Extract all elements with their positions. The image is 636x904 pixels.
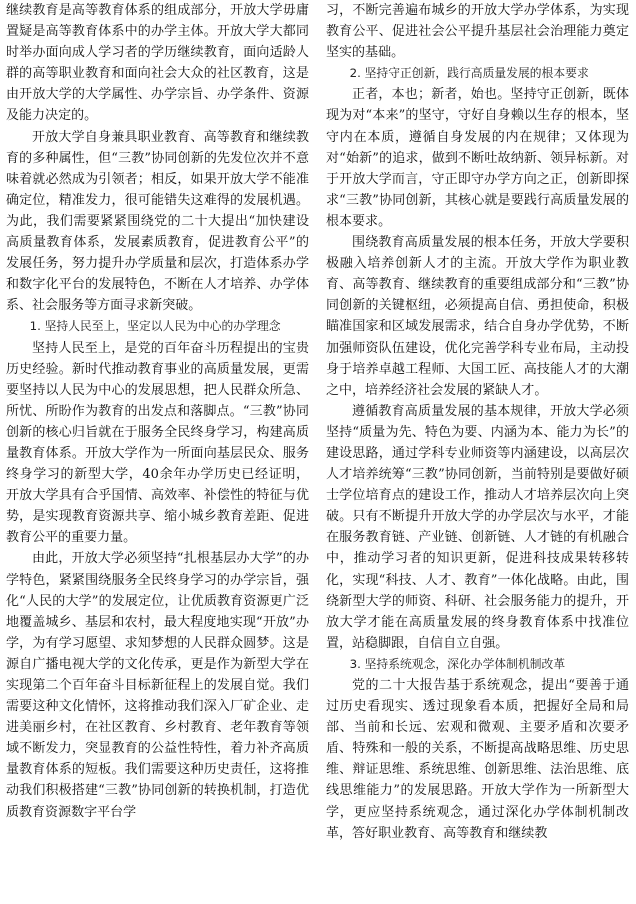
body-paragraph: 党的二十大报告基于系统观念，提出“要善于通过历史看现实、透过现象看本质，把握好全局和局部、当前和长远、宏观和微观、主要矛盾和次要矛盾、特殊和一般的关系，不断提高战略思维、历史思维、辩证思维、系统思维、创新思维、法治思维、底线思维能力”的发展思路。开放大学作为一所新型大学，更应坚持系统观念，通过深化办学体制机制改革，答好职业教育、高等教育和继续教 [326,678,629,841]
body-paragraph: 坚持人民至上，是党的百年奋斗历程提出的宝贵历史经验。新时代推动教育事业的高质量发展，更需要坚持以人民为中心的发展思想，把人民群众所急、所忧、所盼作为教育的出发点和落脚点。“三教”协同创新的核心归旨就在于服务全民终身学习，构建高质量教育体系。开放大学作为一所面向基层民众、服务终身学习的新型大学，40余年办学历史已经证明，开放大学具有合乎国情、高效率、补偿性的特征与优势，是实现教育资源共享、缩小城乡教育差距、促进教育公平的重要力量。 [6,340,309,546]
body-paragraph: 围绕教育高质量发展的根本任务，开放大学要积极融入培养创新人才的主流。开放大学作为职业教育、高等教育、继续教育的重要组成部分和“三教”协同创新的关键枢纽，必须提高自信、勇担使命，积极瞄准国家和区域发展需求，结合自身办学优势，不断加强师资队伍建设，优化完善学科专业布局，主动投身于培养卓越工程师、大国工匠、高技能人才的大潮之中，培养经济社会发展的紧缺人才。 [326,235,629,398]
body-paragraph: 正者，本也；新者，始也。坚持守正创新，既体现为对“本来”的坚守，守好自身赖以生存的根本，坚守内在本质，遵循自身发展的内在规律；又体现为对“始新”的追求，做到不断吐故纳新、领异标新。对于开放大学而言，守正即守办学方向之正，创新即探求“三教”协同创新，其核心就是要践行高质量发展的根本要求。 [326,87,629,229]
section-heading: 3. 坚持系统观念，深化办学体制机制改革 [349,656,566,671]
body-paragraph: 开放大学自身兼具职业教育、高等教育和继续教育的多种属性，但“三教”协同创新的先发位次并不意味着就必然成为引领者；相反，如果开放大学不能准确定位，精准发力，很可能错失这难得的发展机遇。为此，我们需要紧紧围绕党的二十大提出“加快建设高质量教育体系，发展素质教育，促进教育公平”的发展任务，努力提升办学质量和层次，打造体系办学和数字化平台的发展特色，不断在人才培养、办学体系、社会服务等方面寻求新突破。 [6,129,309,314]
section-heading: 2. 坚持守正创新，践行高质量发展的根本要求 [349,66,589,81]
section-heading: 1. 坚持人民至上，坚定以人民为中心的办学理念 [29,319,281,334]
body-paragraph: 遵循教育高质量发展的基本规律，开放大学必须坚持“质量为先、特色为要、内涵为本、能力为长”的建设思路，通过学科专业师资等内涵建设，以高层次人才培养统筹“三教”协同创新，当前特别是要做好硕士学位培育点的建设工作，推动人才培养层次向上突破。只有不断提升开放大学的办学层次与水平，才能在服务教育链、产业链、创新链、人才链的有机融合中，推动学习者的知识更新，促进科技成果转移转化，实现“科技、人才、教育”一体化战略。由此，围绕新型大学的师资、科研、社会服务能力的提升，开放大学才能在高质量发展的终身教育体系中找准位置，站稳脚跟，自信自立自强。 [326,403,629,651]
body-paragraph: 继续教育是高等教育体系的组成部分，开放大学毋庸置疑是高等教育体系中的办学主体。开放大学大都同时举办面向成人学习者的学历继续教育，面向适龄人群的高等职业教育和面向社会大众的社区教育，这是由开放大学的大学属性、办学宗旨、办学条件、资源及能力决定的。 [6,3,309,124]
right-text-column [326,0,629,904]
body-paragraph: 由此，开放大学必须坚持“扎根基层办大学”的办学特色，紧紧围绕服务全民终身学习的办学宗旨，强化“人民的大学”的发展定位，让优质教育资源更广泛地覆盖城乡、基层和农村，最大程度地实现“开放”办学，为有学习愿望、求知梦想的人民群众圆梦。这是源自广播电视大学的文化传承，更是作为新型大学在实现第二个百年奋斗目标新征程上的发展自觉。我们需要这种文化情怀，这将推动我们深入厂矿企业、走进美丽乡村，在社区教育、乡村教育、老年教育等领域不断发力，突显教育的公益性特性，着力补齐高质量教育体系的短板。我们需要这种历史责任，这将推动我们积极搭建“三教”协同创新的转换机制，打造优质教育资源数字平台学 [6,551,309,820]
body-paragraph: 习，不断完善遍布城乡的开放大学办学体系，为实现教育公平、促进社会公平提升基层社会治理能力奠定坚实的基础。 [326,3,629,61]
left-text-column [6,0,309,904]
